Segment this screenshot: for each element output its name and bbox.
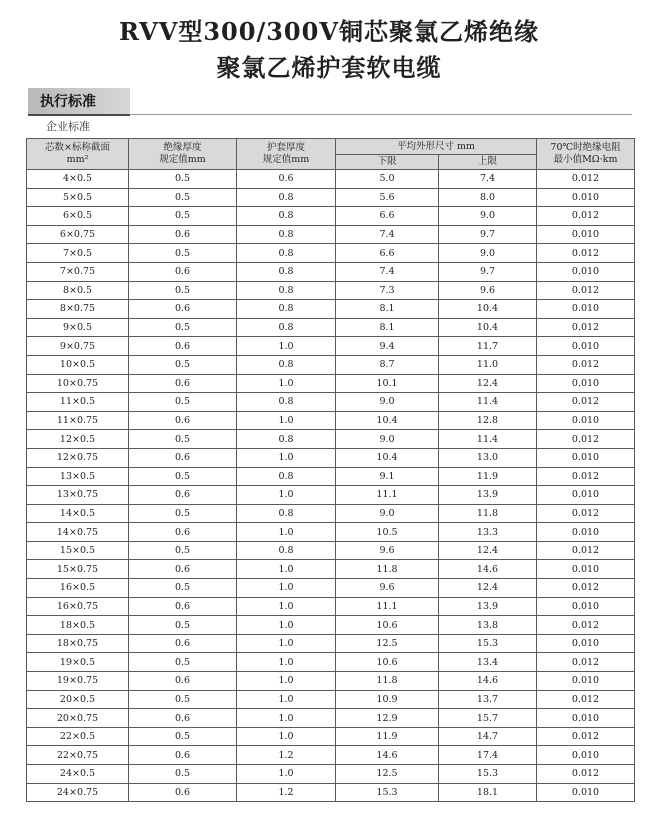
cell-cross-section: 19×0.5 [27,653,129,672]
cell-resistance: 0.010 [537,672,635,691]
cell-resistance: 0.010 [537,746,635,765]
cell-lower: 7.4 [336,225,439,244]
table-row [27,430,635,449]
cell-upper: 11.8 [439,504,537,523]
cell-insulation: 0.5 [129,281,237,300]
cell-insulation: 0.6 [129,448,237,467]
table-row [27,281,635,300]
table-row [27,207,635,226]
header-resistance [537,139,635,170]
header-resistance-line1: 70℃时绝缘电阻 [550,142,621,153]
cell-resistance: 0.010 [537,337,635,356]
cell-lower: 9.4 [336,337,439,356]
cell-upper: 14.7 [439,727,537,746]
cell-sheath: 1.0 [237,579,336,598]
cell-upper: 12.8 [439,411,537,430]
cell-resistance: 0.012 [537,207,635,226]
cell-resistance: 0.010 [537,188,635,207]
table-row [27,188,635,207]
cell-cross-section: 14×0.75 [27,523,129,542]
cell-sheath: 1.2 [237,746,336,765]
cell-upper: 11.9 [439,467,537,486]
cell-sheath: 0.8 [237,281,336,300]
cell-insulation: 0.5 [129,653,237,672]
cell-lower: 8.7 [336,355,439,374]
cell-upper: 11.7 [439,337,537,356]
header-cross-section-line1: 芯数×标称截面 [45,142,110,153]
cell-upper: 9.0 [439,207,537,226]
cell-cross-section: 7×0.5 [27,244,129,263]
cell-cross-section: 22×0.75 [27,746,129,765]
cell-lower: 10.4 [336,448,439,467]
cell-insulation: 0.5 [129,170,237,189]
cell-resistance: 0.012 [537,765,635,784]
table-row [27,783,635,802]
table-row [27,579,635,598]
cell-sheath: 1.0 [237,411,336,430]
cell-resistance: 0.010 [537,523,635,542]
cell-resistance: 0.010 [537,634,635,653]
table-row [27,244,635,263]
cell-upper: 13.8 [439,616,537,635]
table-row [27,225,635,244]
cell-sheath: 1.0 [237,337,336,356]
cell-sheath: 0.8 [237,504,336,523]
cell-lower: 5.0 [336,170,439,189]
cell-resistance: 0.010 [537,448,635,467]
cell-sheath: 0.8 [237,244,336,263]
cell-upper: 15.3 [439,765,537,784]
table-row [27,765,635,784]
cell-resistance: 0.012 [537,393,635,412]
cell-insulation: 0.6 [129,411,237,430]
cell-cross-section: 8×0.5 [27,281,129,300]
cell-cross-section: 24×0.75 [27,783,129,802]
table-row [27,374,635,393]
cell-resistance: 0.010 [537,709,635,728]
cell-resistance: 0.010 [537,411,635,430]
table-row [27,616,635,635]
header-outer-diameter: 平均外形尺寸 mm [336,139,537,155]
cell-lower: 7.4 [336,262,439,281]
cell-resistance: 0.012 [537,281,635,300]
cell-insulation: 0.5 [129,765,237,784]
header-sheath-line1: 护套厚度 [266,142,305,153]
header-sheath-line2: 规定值mm [262,154,310,165]
cell-insulation: 0.5 [129,541,237,560]
cell-lower: 9.6 [336,579,439,598]
cell-sheath: 0.8 [237,467,336,486]
cell-sheath: 1.0 [237,560,336,579]
cell-sheath: 1.0 [237,690,336,709]
cell-resistance: 0.012 [537,430,635,449]
cell-cross-section: 13×0.75 [27,486,129,505]
cell-upper: 18.1 [439,783,537,802]
cell-sheath: 1.0 [237,597,336,616]
cell-sheath: 1.0 [237,616,336,635]
cell-resistance: 0.012 [537,616,635,635]
cell-upper: 12.4 [439,374,537,393]
cell-cross-section: 9×0.5 [27,318,129,337]
cell-upper: 12.4 [439,541,537,560]
cell-resistance: 0.010 [537,225,635,244]
cell-lower: 11.9 [336,727,439,746]
cell-resistance: 0.010 [537,374,635,393]
cell-insulation: 0.5 [129,318,237,337]
cell-cross-section: 6×0.5 [27,207,129,226]
cell-lower: 9.0 [336,504,439,523]
cell-insulation: 0.5 [129,207,237,226]
table-row [27,486,635,505]
cell-cross-section: 11×0.75 [27,411,129,430]
cell-sheath: 1.0 [237,765,336,784]
table-row [27,541,635,560]
cell-lower: 15.3 [336,783,439,802]
cell-insulation: 0.6 [129,597,237,616]
table-row [27,597,635,616]
cell-resistance: 0.012 [537,727,635,746]
cell-resistance: 0.012 [537,504,635,523]
cell-upper: 13.3 [439,523,537,542]
header-cross-section-line2: mm² [66,154,89,165]
cell-sheath: 1.2 [237,783,336,802]
section-title: 执行标准 [40,94,96,110]
cell-resistance: 0.012 [537,467,635,486]
cell-insulation: 0.6 [129,486,237,505]
cell-lower: 8.1 [336,300,439,319]
table-row [27,411,635,430]
cell-resistance: 0.010 [537,300,635,319]
cell-insulation: 0.5 [129,690,237,709]
cell-upper: 11.0 [439,355,537,374]
cell-resistance: 0.012 [537,318,635,337]
cell-insulation: 0.6 [129,300,237,319]
header-insulation [129,139,237,170]
table-row [27,690,635,709]
cell-sheath: 1.0 [237,653,336,672]
cell-upper: 13.9 [439,486,537,505]
cell-lower: 5.6 [336,188,439,207]
cell-insulation: 0.5 [129,355,237,374]
cell-cross-section: 24×0.5 [27,765,129,784]
table-row [27,467,635,486]
cell-lower: 11.8 [336,560,439,579]
cell-insulation: 0.6 [129,374,237,393]
cell-cross-section: 16×0.5 [27,579,129,598]
cell-insulation: 0.6 [129,523,237,542]
cell-upper: 9.7 [439,225,537,244]
cell-sheath: 0.6 [237,170,336,189]
cell-sheath: 1.0 [237,634,336,653]
cell-resistance: 0.012 [537,690,635,709]
cell-resistance: 0.010 [537,597,635,616]
cell-cross-section: 20×0.5 [27,690,129,709]
cell-insulation: 0.6 [129,262,237,281]
table-row [27,504,635,523]
cell-upper: 13.9 [439,597,537,616]
cell-insulation: 0.5 [129,393,237,412]
cell-insulation: 0.5 [129,504,237,523]
cell-lower: 10.9 [336,690,439,709]
cell-sheath: 0.8 [237,541,336,560]
header-insulation-line2: 规定值mm [159,154,206,165]
cell-cross-section: 18×0.5 [27,616,129,635]
cell-resistance: 0.010 [537,262,635,281]
cell-sheath: 1.0 [237,523,336,542]
table-row [27,709,635,728]
cell-upper: 11.4 [439,393,537,412]
cell-cross-section: 19×0.75 [27,672,129,691]
table-row [27,634,635,653]
cell-cross-section: 8×0.75 [27,300,129,319]
cell-sheath: 0.8 [237,318,336,337]
cell-cross-section: 13×0.5 [27,467,129,486]
cell-upper: 9.7 [439,262,537,281]
cell-lower: 9.6 [336,541,439,560]
cell-insulation: 0.6 [129,560,237,579]
cell-lower: 10.6 [336,616,439,635]
cell-cross-section: 14×0.5 [27,504,129,523]
cell-resistance: 0.012 [537,579,635,598]
cell-sheath: 1.0 [237,374,336,393]
cell-lower: 9.0 [336,430,439,449]
cell-lower: 7.3 [336,281,439,300]
cell-resistance: 0.012 [537,653,635,672]
header-insulation-line1: 绝缘厚度 [163,142,202,153]
table-row [27,170,635,189]
cell-upper: 13.7 [439,690,537,709]
cell-sheath: 1.0 [237,486,336,505]
cell-upper: 10.4 [439,318,537,337]
cell-sheath: 0.8 [237,300,336,319]
cell-resistance: 0.012 [537,244,635,263]
standard-label: 企业标准 [46,120,90,133]
cell-lower: 8.1 [336,318,439,337]
cell-sheath: 0.8 [237,188,336,207]
cell-upper: 13.0 [439,448,537,467]
cell-insulation: 0.5 [129,244,237,263]
header-upper: 上限 [439,155,537,170]
cell-lower: 11.1 [336,597,439,616]
cell-sheath: 1.0 [237,672,336,691]
cell-cross-section: 20×0.75 [27,709,129,728]
cell-insulation: 0.6 [129,672,237,691]
table-row [27,560,635,579]
table-row [27,337,635,356]
cell-insulation: 0.5 [129,188,237,207]
cell-upper: 9.6 [439,281,537,300]
cell-upper: 11.4 [439,430,537,449]
cell-lower: 11.8 [336,672,439,691]
header-resistance-line2: 最小值MΩ·km [553,154,618,165]
cell-lower: 6.6 [336,207,439,226]
cell-upper: 8.0 [439,188,537,207]
page-title-line2: 聚氯乙烯护套软电缆 [216,53,442,82]
table-row [27,727,635,746]
cell-upper: 14.6 [439,560,537,579]
cell-cross-section: 10×0.75 [27,374,129,393]
cell-lower: 14.6 [336,746,439,765]
cell-insulation: 0.6 [129,783,237,802]
cell-cross-section: 6×0.75 [27,225,129,244]
cell-lower: 12.5 [336,634,439,653]
cell-upper: 13.4 [439,653,537,672]
cell-upper: 10.4 [439,300,537,319]
cell-lower: 12.9 [336,709,439,728]
cell-lower: 9.1 [336,467,439,486]
cell-sheath: 1.0 [237,448,336,467]
cell-cross-section: 11×0.5 [27,393,129,412]
table-row [27,300,635,319]
cell-upper: 7.4 [439,170,537,189]
cell-sheath: 0.8 [237,262,336,281]
table-row [27,523,635,542]
cell-upper: 14.6 [439,672,537,691]
cell-resistance: 0.010 [537,783,635,802]
cell-lower: 10.1 [336,374,439,393]
table-row [27,262,635,281]
cell-cross-section: 12×0.5 [27,430,129,449]
table-row [27,672,635,691]
cell-resistance: 0.012 [537,355,635,374]
cell-cross-section: 9×0.75 [27,337,129,356]
cell-sheath: 0.8 [237,225,336,244]
cell-cross-section: 22×0.5 [27,727,129,746]
header-sheath [237,139,336,170]
cell-insulation: 0.6 [129,634,237,653]
cell-resistance: 0.010 [537,486,635,505]
table-row [27,318,635,337]
cell-cross-section: 10×0.5 [27,355,129,374]
cell-sheath: 0.8 [237,355,336,374]
cell-resistance: 0.012 [537,541,635,560]
cell-insulation: 0.5 [129,430,237,449]
cell-lower: 12.5 [336,765,439,784]
table-row [27,355,635,374]
table-row [27,653,635,672]
cell-upper: 12.4 [439,579,537,598]
cell-insulation: 0.6 [129,225,237,244]
cell-cross-section: 16×0.75 [27,597,129,616]
cell-lower: 10.5 [336,523,439,542]
cell-insulation: 0.5 [129,727,237,746]
cell-upper: 17.4 [439,746,537,765]
cell-lower: 10.4 [336,411,439,430]
cell-insulation: 0.6 [129,337,237,356]
cell-cross-section: 12×0.75 [27,448,129,467]
table-row [27,448,635,467]
cell-insulation: 0.5 [129,579,237,598]
cell-resistance: 0.012 [537,170,635,189]
cell-insulation: 0.6 [129,709,237,728]
cell-upper: 15.7 [439,709,537,728]
cell-insulation: 0.6 [129,746,237,765]
header-cross-section [27,139,129,170]
table-body [27,170,635,802]
table-row [27,746,635,765]
section-divider [130,114,632,115]
cell-cross-section: 18×0.75 [27,634,129,653]
cell-sheath: 1.0 [237,709,336,728]
cell-upper: 15.3 [439,634,537,653]
header-lower: 下限 [336,155,439,170]
cell-sheath: 0.8 [237,207,336,226]
cell-sheath: 0.8 [237,393,336,412]
cell-cross-section: 4×0.5 [27,170,129,189]
cell-resistance: 0.010 [537,560,635,579]
cell-insulation: 0.5 [129,616,237,635]
cell-lower: 10.6 [336,653,439,672]
cell-cross-section: 15×0.5 [27,541,129,560]
cell-insulation: 0.5 [129,467,237,486]
cell-upper: 9.0 [439,244,537,263]
cell-lower: 6.6 [336,244,439,263]
cell-cross-section: 7×0.75 [27,262,129,281]
cell-sheath: 1.0 [237,727,336,746]
spec-table [26,138,635,802]
page-title-line1: RVV型300/300V铜芯聚氯乙烯绝缘 [119,17,539,46]
cell-cross-section: 5×0.5 [27,188,129,207]
cell-sheath: 0.8 [237,430,336,449]
cell-lower: 11.1 [336,486,439,505]
table-row [27,393,635,412]
cell-lower: 9.0 [336,393,439,412]
cell-cross-section: 15×0.75 [27,560,129,579]
